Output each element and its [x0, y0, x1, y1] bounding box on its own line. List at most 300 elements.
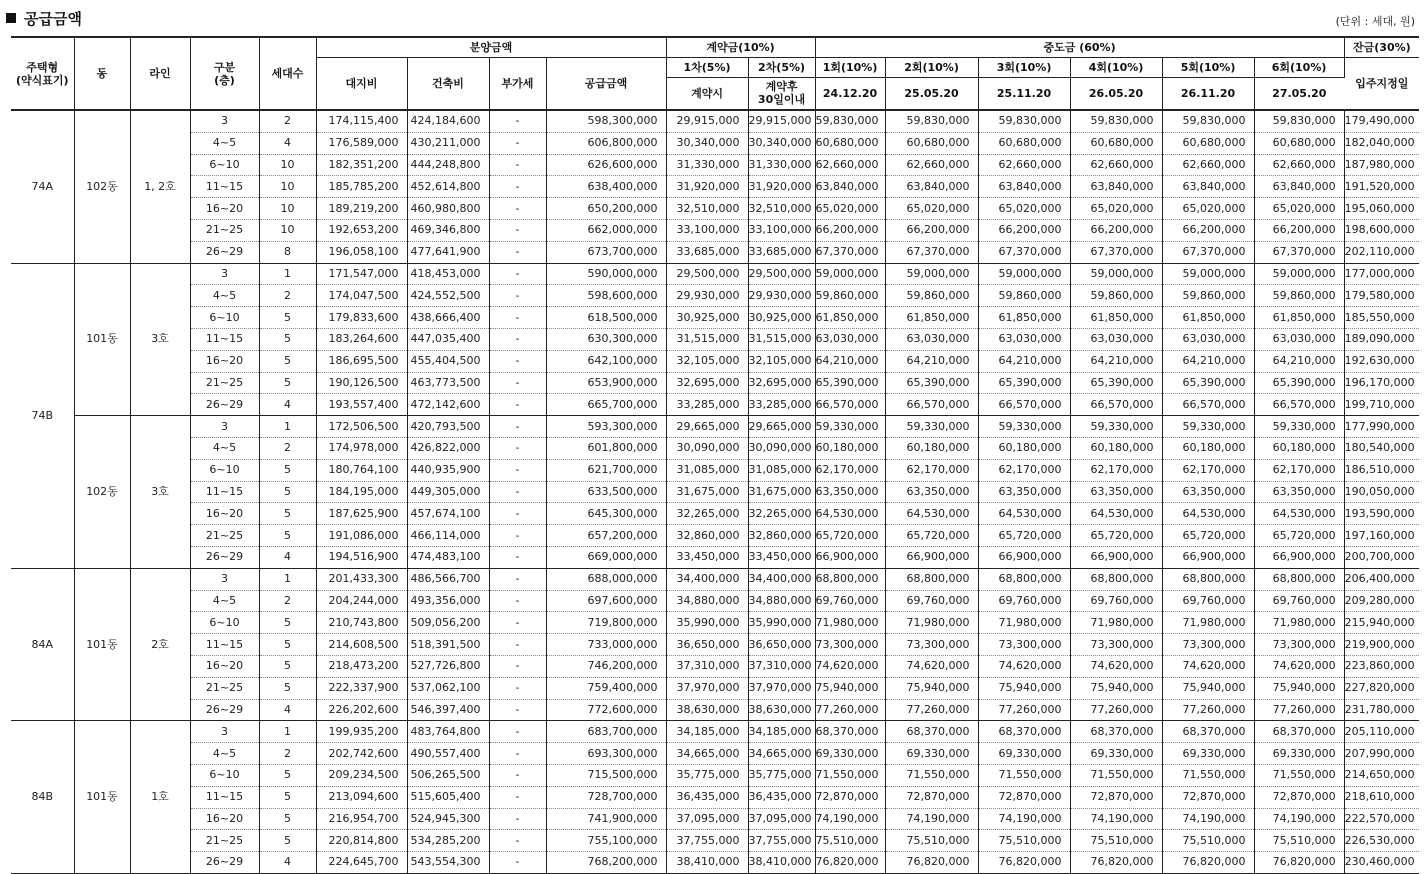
- cell-mid4: 59,000,000: [1070, 263, 1162, 285]
- cell-mid4: 74,620,000: [1070, 655, 1162, 677]
- cell-land: 214,608,500: [316, 634, 407, 656]
- cell-mid2: 65,020,000: [885, 198, 978, 220]
- cell-households: 1: [259, 721, 316, 743]
- cell-balance: 222,570,000: [1344, 808, 1419, 830]
- header-mid-round: 3회(10%): [978, 57, 1070, 77]
- cell-building: 527,726,800: [407, 655, 489, 677]
- cell-mid3: 68,370,000: [978, 721, 1070, 743]
- cell-floor: 26~29: [190, 699, 259, 721]
- cell-supply: 657,200,000: [546, 525, 666, 547]
- cell-mid4: 59,860,000: [1070, 285, 1162, 307]
- table-row: [11, 852, 1419, 874]
- cell-floor: 4~5: [190, 590, 259, 612]
- cell-supply: 618,500,000: [546, 307, 666, 329]
- cell-mid1: 64,530,000: [815, 503, 885, 525]
- cell-mid4: 71,550,000: [1070, 764, 1162, 786]
- cell-building: 524,945,300: [407, 808, 489, 830]
- cell-land: 220,814,800: [316, 830, 407, 852]
- cell-line: 3호: [130, 263, 190, 416]
- cell-mid3: 59,860,000: [978, 285, 1070, 307]
- cell-balance: 177,000,000: [1344, 263, 1419, 285]
- cell-dep1: 33,450,000: [666, 546, 748, 568]
- cell-households: 10: [259, 176, 316, 198]
- cell-mid2: 71,980,000: [885, 612, 978, 634]
- header-sale-price: 분양금액: [316, 37, 666, 57]
- cell-vat: -: [489, 590, 546, 612]
- cell-mid4: 64,210,000: [1070, 350, 1162, 372]
- cell-mid4: 66,200,000: [1070, 219, 1162, 241]
- cell-dep1: 29,930,000: [666, 285, 748, 307]
- cell-dong: 102동: [74, 416, 130, 569]
- cell-dep2: 37,970,000: [748, 677, 815, 699]
- table-row: [11, 525, 1419, 547]
- cell-balance: 218,610,000: [1344, 786, 1419, 808]
- cell-mid4: 63,840,000: [1070, 176, 1162, 198]
- cell-balance: 186,510,000: [1344, 459, 1419, 481]
- cell-households: 5: [259, 612, 316, 634]
- cell-floor: 3: [190, 568, 259, 590]
- cell-mid6: 59,860,000: [1254, 285, 1344, 307]
- cell-mid1: 75,940,000: [815, 677, 885, 699]
- cell-mid6: 63,840,000: [1254, 176, 1344, 198]
- cell-mid3: 66,900,000: [978, 546, 1070, 568]
- cell-floor: 16~20: [190, 655, 259, 677]
- cell-mid5: 68,800,000: [1162, 568, 1254, 590]
- cell-mid5: 64,530,000: [1162, 503, 1254, 525]
- cell-dep1: 32,860,000: [666, 525, 748, 547]
- cell-balance: 179,580,000: [1344, 285, 1419, 307]
- cell-mid1: 59,830,000: [815, 110, 885, 132]
- cell-supply: 653,900,000: [546, 372, 666, 394]
- cell-building: 457,674,100: [407, 503, 489, 525]
- cell-mid6: 72,870,000: [1254, 786, 1344, 808]
- cell-dep2: 29,665,000: [748, 416, 815, 438]
- cell-dong: 101동: [74, 721, 130, 874]
- cell-mid1: 63,350,000: [815, 481, 885, 503]
- cell-balance: 195,060,000: [1344, 198, 1419, 220]
- cell-households: 4: [259, 546, 316, 568]
- cell-house-type: 74B: [11, 263, 74, 568]
- cell-households: 5: [259, 525, 316, 547]
- cell-mid1: 62,170,000: [815, 459, 885, 481]
- unit-note: (단위 : 세대, 원): [1335, 15, 1415, 28]
- cell-supply: 733,000,000: [546, 634, 666, 656]
- cell-mid2: 77,260,000: [885, 699, 978, 721]
- cell-dep2: 33,100,000: [748, 219, 815, 241]
- cell-households: 2: [259, 437, 316, 459]
- cell-land: 193,557,400: [316, 394, 407, 416]
- cell-vat: -: [489, 743, 546, 765]
- cell-balance: 231,780,000: [1344, 699, 1419, 721]
- table-row: [11, 372, 1419, 394]
- cell-floor: 11~15: [190, 634, 259, 656]
- cell-households: 5: [259, 372, 316, 394]
- header-households: 세대수: [259, 37, 316, 110]
- cell-households: 5: [259, 459, 316, 481]
- cell-land: 199,935,200: [316, 721, 407, 743]
- cell-mid5: 68,370,000: [1162, 721, 1254, 743]
- cell-dep2: 31,920,000: [748, 176, 815, 198]
- cell-mid1: 69,760,000: [815, 590, 885, 612]
- cell-mid6: 74,190,000: [1254, 808, 1344, 830]
- cell-mid1: 66,900,000: [815, 546, 885, 568]
- cell-land: 187,625,900: [316, 503, 407, 525]
- cell-mid5: 62,170,000: [1162, 459, 1254, 481]
- cell-mid2: 72,870,000: [885, 786, 978, 808]
- cell-floor: 16~20: [190, 808, 259, 830]
- cell-mid6: 63,030,000: [1254, 328, 1344, 350]
- cell-land: 201,433,300: [316, 568, 407, 590]
- cell-households: 5: [259, 655, 316, 677]
- cell-mid6: 62,170,000: [1254, 459, 1344, 481]
- cell-dep1: 31,515,000: [666, 328, 748, 350]
- cell-mid2: 71,550,000: [885, 764, 978, 786]
- cell-land: 224,645,700: [316, 852, 407, 874]
- cell-dep2: 29,500,000: [748, 263, 815, 285]
- table-row: [11, 764, 1419, 786]
- cell-mid2: 63,840,000: [885, 176, 978, 198]
- cell-vat: -: [489, 328, 546, 350]
- cell-floor: 6~10: [190, 612, 259, 634]
- cell-mid1: 60,180,000: [815, 437, 885, 459]
- cell-households: 5: [259, 634, 316, 656]
- cell-supply: 688,000,000: [546, 568, 666, 590]
- cell-floor: 11~15: [190, 786, 259, 808]
- cell-floor: 21~25: [190, 677, 259, 699]
- cell-dep1: 32,510,000: [666, 198, 748, 220]
- cell-dep2: 32,695,000: [748, 372, 815, 394]
- cell-land: 194,516,900: [316, 546, 407, 568]
- cell-dep1: 32,695,000: [666, 372, 748, 394]
- cell-supply: 638,400,000: [546, 176, 666, 198]
- cell-mid2: 60,180,000: [885, 437, 978, 459]
- cell-dep2: 32,510,000: [748, 198, 815, 220]
- cell-mid1: 63,840,000: [815, 176, 885, 198]
- cell-dep1: 31,085,000: [666, 459, 748, 481]
- cell-mid5: 59,000,000: [1162, 263, 1254, 285]
- cell-supply: 633,500,000: [546, 481, 666, 503]
- cell-mid2: 63,030,000: [885, 328, 978, 350]
- cell-building: 447,035,400: [407, 328, 489, 350]
- cell-mid1: 64,210,000: [815, 350, 885, 372]
- cell-mid5: 76,820,000: [1162, 852, 1254, 874]
- cell-mid3: 59,330,000: [978, 416, 1070, 438]
- cell-land: 226,202,600: [316, 699, 407, 721]
- cell-mid1: 62,660,000: [815, 154, 885, 176]
- cell-dep1: 34,665,000: [666, 743, 748, 765]
- cell-floor: 11~15: [190, 176, 259, 198]
- cell-mid6: 69,330,000: [1254, 743, 1344, 765]
- cell-mid5: 61,850,000: [1162, 307, 1254, 329]
- cell-mid3: 66,200,000: [978, 219, 1070, 241]
- cell-dep2: 38,630,000: [748, 699, 815, 721]
- cell-building: 460,980,800: [407, 198, 489, 220]
- cell-mid1: 68,800,000: [815, 568, 885, 590]
- cell-mid3: 76,820,000: [978, 852, 1070, 874]
- cell-mid5: 71,550,000: [1162, 764, 1254, 786]
- cell-mid1: 74,190,000: [815, 808, 885, 830]
- cell-households: 5: [259, 786, 316, 808]
- cell-supply: 715,500,000: [546, 764, 666, 786]
- cell-land: 204,244,000: [316, 590, 407, 612]
- cell-vat: -: [489, 176, 546, 198]
- cell-supply: 697,600,000: [546, 590, 666, 612]
- cell-balance: 207,990,000: [1344, 743, 1419, 765]
- table-row: [11, 154, 1419, 176]
- cell-supply: 728,700,000: [546, 786, 666, 808]
- cell-floor: 11~15: [190, 328, 259, 350]
- cell-vat: -: [489, 655, 546, 677]
- cell-mid4: 68,370,000: [1070, 721, 1162, 743]
- cell-mid6: 68,370,000: [1254, 721, 1344, 743]
- cell-house-type: 84B: [11, 721, 74, 874]
- cell-dep2: 37,310,000: [748, 655, 815, 677]
- cell-mid4: 62,660,000: [1070, 154, 1162, 176]
- cell-building: 534,285,200: [407, 830, 489, 852]
- cell-mid2: 59,330,000: [885, 416, 978, 438]
- cell-households: 1: [259, 568, 316, 590]
- cell-vat: -: [489, 437, 546, 459]
- cell-vat: -: [489, 699, 546, 721]
- cell-mid5: 63,840,000: [1162, 176, 1254, 198]
- cell-mid6: 62,660,000: [1254, 154, 1344, 176]
- supply-price-table: [11, 36, 1419, 874]
- cell-building: 438,666,400: [407, 307, 489, 329]
- cell-supply: 719,800,000: [546, 612, 666, 634]
- page-title: [6, 8, 82, 29]
- cell-mid2: 66,200,000: [885, 219, 978, 241]
- cell-mid1: 71,550,000: [815, 764, 885, 786]
- cell-dep1: 32,105,000: [666, 350, 748, 372]
- cell-mid6: 69,760,000: [1254, 590, 1344, 612]
- cell-mid6: 71,550,000: [1254, 764, 1344, 786]
- cell-dong: 101동: [74, 568, 130, 721]
- cell-mid3: 65,390,000: [978, 372, 1070, 394]
- cell-mid5: 60,180,000: [1162, 437, 1254, 459]
- table-row: [11, 416, 1419, 438]
- cell-households: 8: [259, 241, 316, 263]
- cell-mid4: 62,170,000: [1070, 459, 1162, 481]
- header-floor: 구분 (층): [190, 37, 259, 110]
- cell-mid5: 63,350,000: [1162, 481, 1254, 503]
- cell-building: 490,557,400: [407, 743, 489, 765]
- cell-mid2: 74,620,000: [885, 655, 978, 677]
- cell-mid3: 62,170,000: [978, 459, 1070, 481]
- cell-mid3: 72,870,000: [978, 786, 1070, 808]
- cell-mid4: 68,800,000: [1070, 568, 1162, 590]
- cell-supply: 673,700,000: [546, 241, 666, 263]
- cell-mid4: 77,260,000: [1070, 699, 1162, 721]
- cell-floor: 21~25: [190, 525, 259, 547]
- cell-mid3: 66,570,000: [978, 394, 1070, 416]
- cell-mid4: 59,830,000: [1070, 110, 1162, 132]
- cell-mid1: 72,870,000: [815, 786, 885, 808]
- cell-land: 222,337,900: [316, 677, 407, 699]
- cell-dong: 102동: [74, 110, 130, 263]
- cell-mid4: 76,820,000: [1070, 852, 1162, 874]
- cell-land: 176,589,000: [316, 132, 407, 154]
- cell-mid1: 59,330,000: [815, 416, 885, 438]
- cell-mid4: 60,180,000: [1070, 437, 1162, 459]
- cell-households: 4: [259, 132, 316, 154]
- cell-dep2: 36,435,000: [748, 786, 815, 808]
- cell-supply: 746,200,000: [546, 655, 666, 677]
- header-line: 라인: [130, 37, 190, 110]
- header-balance: 잔금(30%): [1344, 37, 1419, 57]
- header-mid-round: 6회(10%): [1254, 57, 1344, 77]
- cell-supply: 606,800,000: [546, 132, 666, 154]
- cell-building: 518,391,500: [407, 634, 489, 656]
- cell-mid1: 76,820,000: [815, 852, 885, 874]
- cell-floor: 16~20: [190, 503, 259, 525]
- cell-mid5: 67,370,000: [1162, 241, 1254, 263]
- cell-building: 483,764,800: [407, 721, 489, 743]
- table-row: [11, 350, 1419, 372]
- cell-dep2: 34,400,000: [748, 568, 815, 590]
- table-row: [11, 285, 1419, 307]
- cell-dep2: 31,085,000: [748, 459, 815, 481]
- cell-dep1: 37,755,000: [666, 830, 748, 852]
- table-row: [11, 568, 1419, 590]
- cell-floor: 3: [190, 110, 259, 132]
- cell-households: 5: [259, 481, 316, 503]
- header-balance-when: 입주지정일: [1344, 57, 1419, 110]
- cell-mid2: 74,190,000: [885, 808, 978, 830]
- cell-supply: 593,300,000: [546, 416, 666, 438]
- cell-dep2: 31,330,000: [748, 154, 815, 176]
- cell-supply: 650,200,000: [546, 198, 666, 220]
- cell-line: 3호: [130, 416, 190, 569]
- table-row: [11, 481, 1419, 503]
- cell-mid3: 71,550,000: [978, 764, 1070, 786]
- cell-mid4: 75,940,000: [1070, 677, 1162, 699]
- cell-mid6: 59,830,000: [1254, 110, 1344, 132]
- cell-mid3: 63,840,000: [978, 176, 1070, 198]
- cell-land: 189,219,200: [316, 198, 407, 220]
- cell-mid4: 66,900,000: [1070, 546, 1162, 568]
- cell-balance: 215,940,000: [1344, 612, 1419, 634]
- cell-mid4: 69,330,000: [1070, 743, 1162, 765]
- cell-mid2: 62,660,000: [885, 154, 978, 176]
- cell-balance: 193,590,000: [1344, 503, 1419, 525]
- cell-building: 418,453,000: [407, 263, 489, 285]
- cell-house-type: 74A: [11, 110, 74, 263]
- cell-mid5: 77,260,000: [1162, 699, 1254, 721]
- cell-dep2: 37,755,000: [748, 830, 815, 852]
- cell-mid4: 66,570,000: [1070, 394, 1162, 416]
- cell-mid5: 73,300,000: [1162, 634, 1254, 656]
- cell-building: 477,641,900: [407, 241, 489, 263]
- cell-building: 430,211,000: [407, 132, 489, 154]
- header-dep2-when: 계약후 30일이내: [748, 77, 815, 110]
- cell-mid3: 67,370,000: [978, 241, 1070, 263]
- table-row: [11, 110, 1419, 132]
- cell-mid5: 63,030,000: [1162, 328, 1254, 350]
- cell-balance: 196,170,000: [1344, 372, 1419, 394]
- cell-line: 1호: [130, 721, 190, 874]
- cell-land: 209,234,500: [316, 764, 407, 786]
- cell-dep1: 29,665,000: [666, 416, 748, 438]
- cell-mid5: 59,860,000: [1162, 285, 1254, 307]
- cell-households: 5: [259, 764, 316, 786]
- cell-balance: 206,400,000: [1344, 568, 1419, 590]
- cell-floor: 3: [190, 721, 259, 743]
- cell-floor: 4~5: [190, 743, 259, 765]
- header-dong: 동: [74, 37, 130, 110]
- header-supply: 공급금액: [546, 57, 666, 110]
- cell-dep2: 31,675,000: [748, 481, 815, 503]
- header-mid-round: 1회(10%): [815, 57, 885, 77]
- table-row: [11, 132, 1419, 154]
- cell-vat: -: [489, 721, 546, 743]
- cell-dep1: 33,685,000: [666, 241, 748, 263]
- cell-vat: -: [489, 546, 546, 568]
- cell-building: 466,114,000: [407, 525, 489, 547]
- table-row: [11, 241, 1419, 263]
- cell-building: 420,793,500: [407, 416, 489, 438]
- cell-dep1: 33,100,000: [666, 219, 748, 241]
- cell-mid6: 64,210,000: [1254, 350, 1344, 372]
- cell-mid3: 75,510,000: [978, 830, 1070, 852]
- cell-supply: 669,000,000: [546, 546, 666, 568]
- cell-households: 5: [259, 307, 316, 329]
- cell-floor: 6~10: [190, 154, 259, 176]
- cell-dep2: 32,265,000: [748, 503, 815, 525]
- cell-mid6: 59,330,000: [1254, 416, 1344, 438]
- cell-supply: 601,800,000: [546, 437, 666, 459]
- cell-households: 2: [259, 590, 316, 612]
- cell-mid4: 67,370,000: [1070, 241, 1162, 263]
- cell-supply: 642,100,000: [546, 350, 666, 372]
- cell-dep1: 36,435,000: [666, 786, 748, 808]
- table-row: [11, 328, 1419, 350]
- cell-building: 537,062,100: [407, 677, 489, 699]
- header-house-type: 주택형 (약식표기): [11, 37, 74, 110]
- cell-line: 1, 2호: [130, 110, 190, 263]
- cell-mid4: 64,530,000: [1070, 503, 1162, 525]
- cell-balance: 189,090,000: [1344, 328, 1419, 350]
- cell-supply: 665,700,000: [546, 394, 666, 416]
- cell-mid2: 60,680,000: [885, 132, 978, 154]
- cell-households: 2: [259, 285, 316, 307]
- cell-vat: -: [489, 786, 546, 808]
- cell-land: 210,743,800: [316, 612, 407, 634]
- cell-balance: 219,900,000: [1344, 634, 1419, 656]
- cell-mid4: 73,300,000: [1070, 634, 1162, 656]
- cell-floor: 26~29: [190, 241, 259, 263]
- cell-mid3: 64,530,000: [978, 503, 1070, 525]
- cell-dep1: 35,775,000: [666, 764, 748, 786]
- table-row: [11, 198, 1419, 220]
- cell-mid4: 63,350,000: [1070, 481, 1162, 503]
- table-row: [11, 176, 1419, 198]
- cell-dep2: 38,410,000: [748, 852, 815, 874]
- cell-supply: 759,400,000: [546, 677, 666, 699]
- cell-supply: 683,700,000: [546, 721, 666, 743]
- cell-mid3: 60,680,000: [978, 132, 1070, 154]
- cell-floor: 21~25: [190, 830, 259, 852]
- cell-dep1: 37,310,000: [666, 655, 748, 677]
- cell-balance: 202,110,000: [1344, 241, 1419, 263]
- cell-dep2: 36,650,000: [748, 634, 815, 656]
- cell-dep1: 35,990,000: [666, 612, 748, 634]
- cell-balance: 199,710,000: [1344, 394, 1419, 416]
- cell-building: 506,265,500: [407, 764, 489, 786]
- cell-mid5: 62,660,000: [1162, 154, 1254, 176]
- header-mid-round: 2회(10%): [885, 57, 978, 77]
- cell-dep1: 31,920,000: [666, 176, 748, 198]
- cell-mid4: 59,330,000: [1070, 416, 1162, 438]
